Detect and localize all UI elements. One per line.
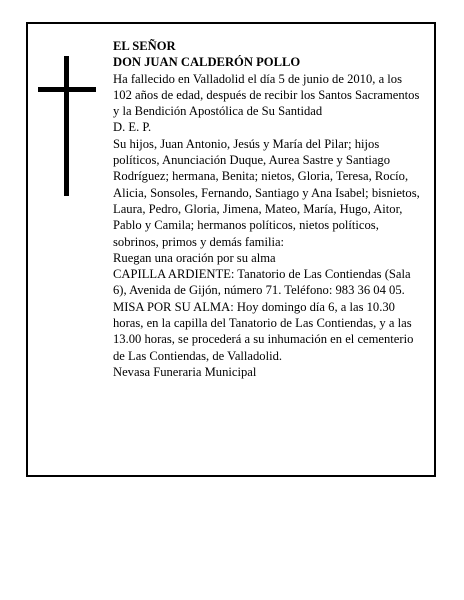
cross-vertical-bar: [64, 56, 69, 196]
cross-icon: [38, 56, 96, 196]
family-list: Su hijos, Juan Antonio, Jesús y María del Pilar; hijos políticos, Anunciación Duque, Aurea Sastre y Santiago Rodríguez; hermana, Benita; nietos, Gloria, Teresa, Rocío, Alicia, Sonsoles, Fernando, Santiago y Ana Isabel; bisnietos, Laura, Pedro, Gloria, Jimena, Mateo, María, Hugo, Aitor, Pablo y Camila; hermanos políticos, nietos políticos, sobrinos, primos y demás familia:: [113, 136, 420, 249]
prayer-request: Ruegan una oración por su alma: [113, 250, 276, 265]
chapel-info: CAPILLA ARDIENTE: Tanatorio de Las Contiendas (Sala 6), Avenida de Gijón, número 71. Teléfono: 983 36 04 05.: [113, 267, 411, 298]
deceased-name: DON JUAN CALDERÓN POLLO: [113, 55, 301, 70]
mass-info: MISA POR SU ALMA: Hoy domingo día 6, a las 10.30 horas, en la capilla del Tanatorio de Las Contiendas, y a las 13.00 horas, se procederá a su inhumación en el cementerio de Las Contiendas, de Valladolid.: [113, 299, 414, 363]
death-announcement: Ha fallecido en Valladolid el día 5 de junio de 2010, a los 102 años de edad, después de recibir los Santos Sacramentos y la Bendición Apostólica de Su Santidad: [113, 71, 420, 119]
notice-title-line1: EL SEÑOR: [113, 39, 176, 53]
obituary-text: [113, 38, 423, 380]
funeral-home: Nevasa Funeraria Municipal: [113, 364, 257, 379]
dep-line: D. E. P.: [113, 120, 152, 135]
cross-horizontal-bar: [38, 87, 96, 92]
